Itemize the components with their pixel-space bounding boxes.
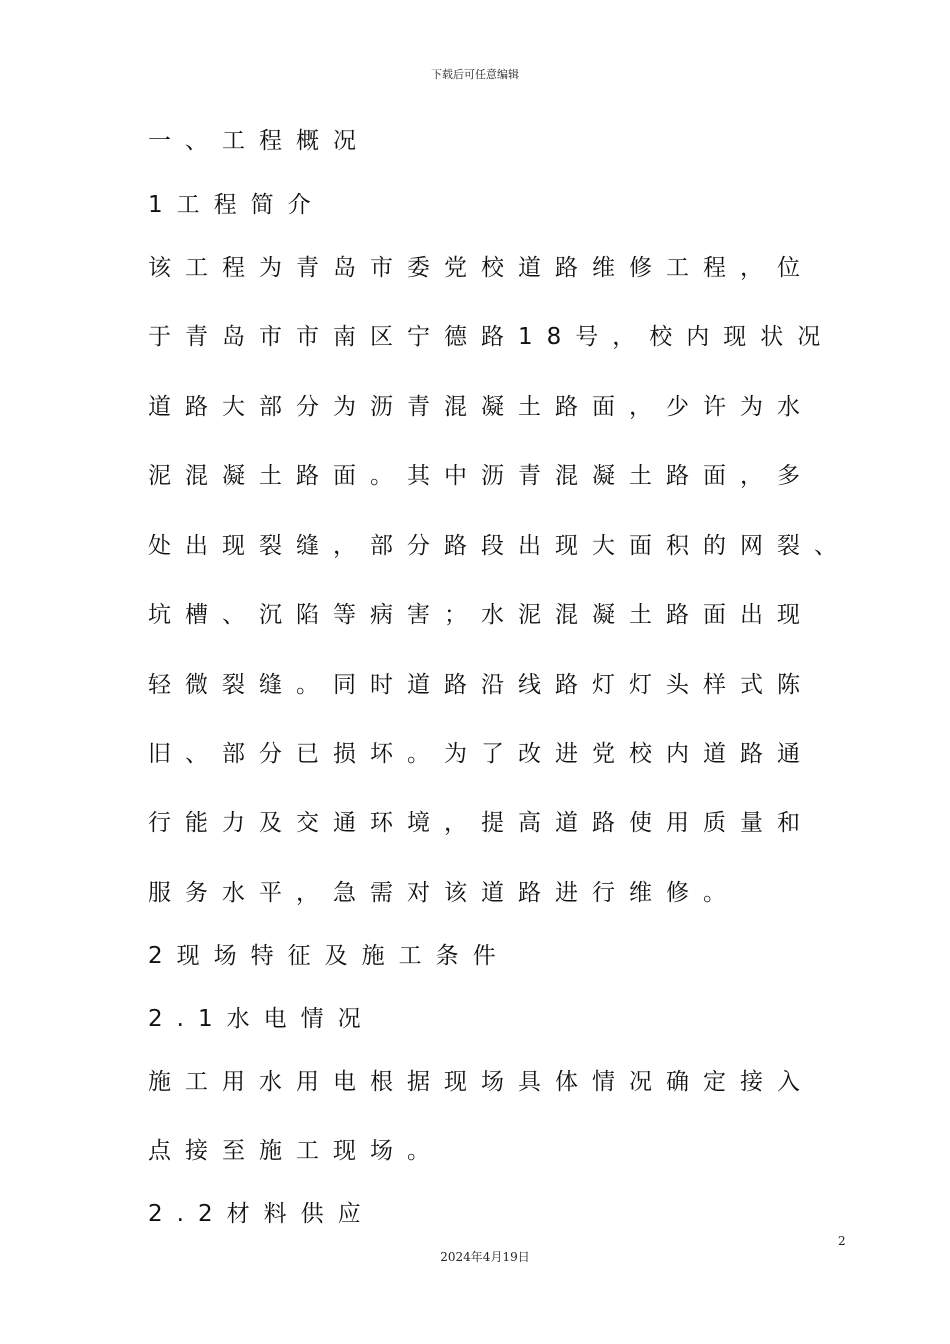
paragraph-line: 服务水平，急需对该道路进行维修。: [148, 880, 740, 906]
paragraph-line: 该工程为青岛市委党校道路维修工程，位: [148, 255, 814, 281]
section-heading-overview: 一、工程概况: [148, 128, 370, 154]
paragraph-line: 于青岛市市南区宁德路18号，校内现状况: [148, 324, 835, 350]
paragraph-line: 处出现裂缝，部分路段出现大面积的网裂、: [148, 533, 851, 559]
page-number: 2: [838, 1234, 846, 1248]
paragraph-line: 施工用水用电根据现场具体情况确定接入: [148, 1069, 814, 1095]
page-header: 下载后可任意编辑: [431, 68, 519, 81]
page-footer-date: 2024年4月19日: [440, 1250, 530, 1264]
subsection-heading-water-power: 2.1水电情况: [148, 1006, 375, 1032]
subsection-heading-project-intro: 1工程简介: [148, 192, 325, 218]
paragraph-line: 旧、部分已损坏。为了改进党校内道路通: [148, 741, 814, 767]
paragraph-line: 轻微裂缝。同时道路沿线路灯灯头样式陈: [148, 672, 814, 698]
paragraph-line: 坑槽、沉陷等病害；水泥混凝土路面出现: [148, 602, 814, 628]
subsection-heading-site-conditions: 2现场特征及施工条件: [148, 943, 510, 969]
paragraph-line: 行能力及交通环境，提高道路使用质量和: [148, 810, 814, 836]
paragraph-line: 点接至施工现场。: [148, 1138, 444, 1164]
paragraph-line: 道路大部分为沥青混凝土路面，少许为水: [148, 394, 814, 420]
paragraph-line: 泥混凝土路面。其中沥青混凝土路面，多: [148, 463, 814, 489]
subsection-heading-material-supply: 2.2材料供应: [148, 1201, 375, 1227]
